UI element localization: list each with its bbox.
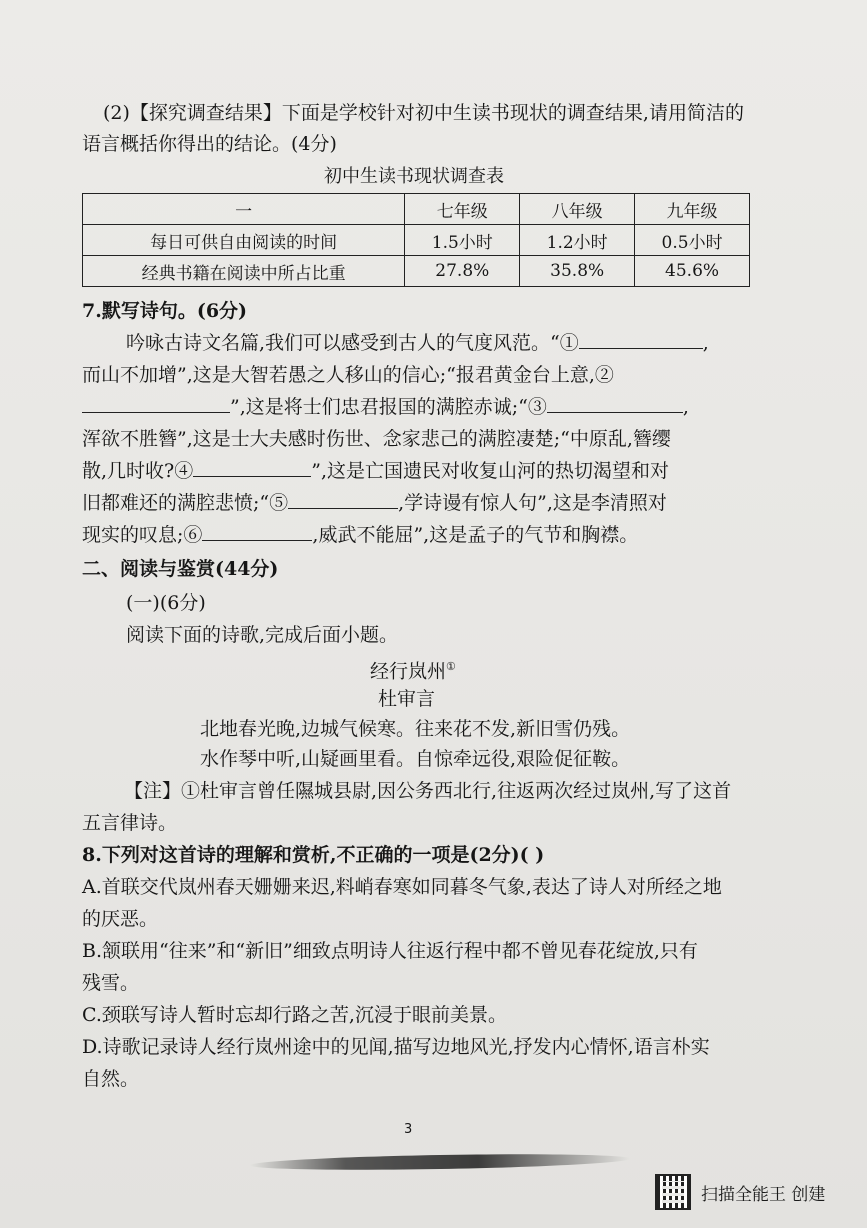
table-title: 初中生读书现状调查表 (324, 166, 504, 187)
q8-option-b: B.颔联用“往来”和“新旧”细致点明诗人往返行程中都不曾见春花绽放,只有 (82, 940, 698, 962)
answer-blank-2[interactable] (82, 394, 230, 413)
q8-stem: 8.下列对这首诗的理解和赏析,不正确的一项是(2分)( ) (82, 844, 545, 866)
q7-line1: 吟咏古诗文名篇,我们可以感受到古人的气度风范。“① , (126, 332, 709, 354)
table-row (83, 225, 750, 256)
table-cell: 45.6% (635, 256, 750, 287)
survey-table (82, 193, 750, 287)
q8-option-c: C.颈联写诗人暂时忘却行路之苦,沉浸于眼前美景。 (82, 1004, 507, 1026)
q6-2-line2: 语言概括你得出的结论。(4分) (82, 133, 337, 155)
poem-author: 杜审言 (378, 688, 436, 710)
section-2-title: 二、阅读与鉴赏(44分) (82, 558, 279, 580)
answer-blank-3[interactable] (547, 394, 683, 413)
table-header-cell: 一 (83, 194, 405, 225)
scan-smudge (250, 1152, 630, 1173)
table-header-cell: 八年级 (520, 194, 635, 225)
table-row (83, 194, 750, 225)
q7-line4: 浑欲不胜簪”,这是士大夫感时伤世、念家悲己的满腔凄楚;“中原乱,簪缨 (82, 428, 671, 450)
table-row (83, 256, 750, 287)
page-number: 3 (404, 1122, 413, 1137)
table-cell: 每日可供自由阅读的时间 (83, 225, 405, 256)
q8-option-d: D.诗歌记录诗人经行岚州途中的见闻,描写边地风光,抒发内心情怀,语言朴实 (82, 1036, 710, 1058)
q7-line7: 现实的叹息;⑥ ,威武不能屈”,这是孟子的气节和胸襟。 (82, 524, 639, 546)
section-2-sub: (一)(6分) (126, 592, 206, 614)
answer-blank-1[interactable] (579, 330, 703, 349)
poem-note-line2: 五言律诗。 (82, 812, 178, 834)
q8-option-b-cont: 残雪。 (82, 972, 140, 994)
poem-title: 经行岚州① (370, 660, 456, 683)
q7-line6: 旧都难还的满腔悲愤;“⑤ ,学诗谩有惊人句”,这是李清照对 (82, 492, 667, 514)
poem-note-line1: 【注】①杜审言曾任隰城县尉,因公务西北行,往返两次经过岚州,写了这首 (124, 780, 732, 802)
table-cell: 27.8% (405, 256, 520, 287)
answer-blank-6[interactable] (202, 522, 312, 541)
q7-line2: 而山不加增”,这是大智若愚之人移山的信心;“报君黄金台上意,② (82, 364, 614, 386)
answer-blank-4[interactable] (193, 458, 311, 477)
table-cell: 1.5小时 (405, 225, 520, 256)
footnote-mark: ① (446, 660, 456, 673)
table-cell: 0.5小时 (635, 225, 750, 256)
q7-line5: 散,几时收?④ ”,这是亡国遗民对收复山河的热切渴望和对 (82, 460, 669, 482)
table-cell: 35.8% (520, 256, 635, 287)
q6-2-line1: (2)【探究调查结果】下面是学校针对初中生读书现状的调查结果,请用简洁的 (103, 102, 744, 124)
q7-title: 7.默写诗句。(6分) (82, 300, 248, 322)
watermark-text: 扫描全能王 创建 (701, 1184, 826, 1205)
q8-option-a-cont: 的厌恶。 (82, 908, 159, 930)
answer-blank-5[interactable] (288, 490, 398, 509)
q8-option-a: A.首联交代岚州春天姗姗来迟,料峭春寒如同暮冬气象,表达了诗人对所经之地 (82, 876, 722, 898)
table-header-cell: 九年级 (635, 194, 750, 225)
q7-line3: ”,这是将士们忠君报国的满腔赤诚;“③ , (82, 394, 689, 420)
qr-code-icon (655, 1174, 691, 1210)
poem-line-2: 水作琴中听,山疑画里看。自惊牵远役,艰险促征鞍。 (200, 748, 631, 770)
table-header-cell: 七年级 (405, 194, 520, 225)
poem-line-1: 北地春光晚,边城气候寒。往来花不发,新旧雪仍残。 (200, 718, 631, 740)
table-cell: 1.2小时 (520, 225, 635, 256)
q8-option-d-cont: 自然。 (82, 1068, 140, 1090)
table-cell: 经典书籍在阅读中所占比重 (83, 256, 405, 287)
scanner-watermark (655, 1172, 825, 1212)
reading-instruction: 阅读下面的诗歌,完成后面小题。 (126, 624, 399, 646)
